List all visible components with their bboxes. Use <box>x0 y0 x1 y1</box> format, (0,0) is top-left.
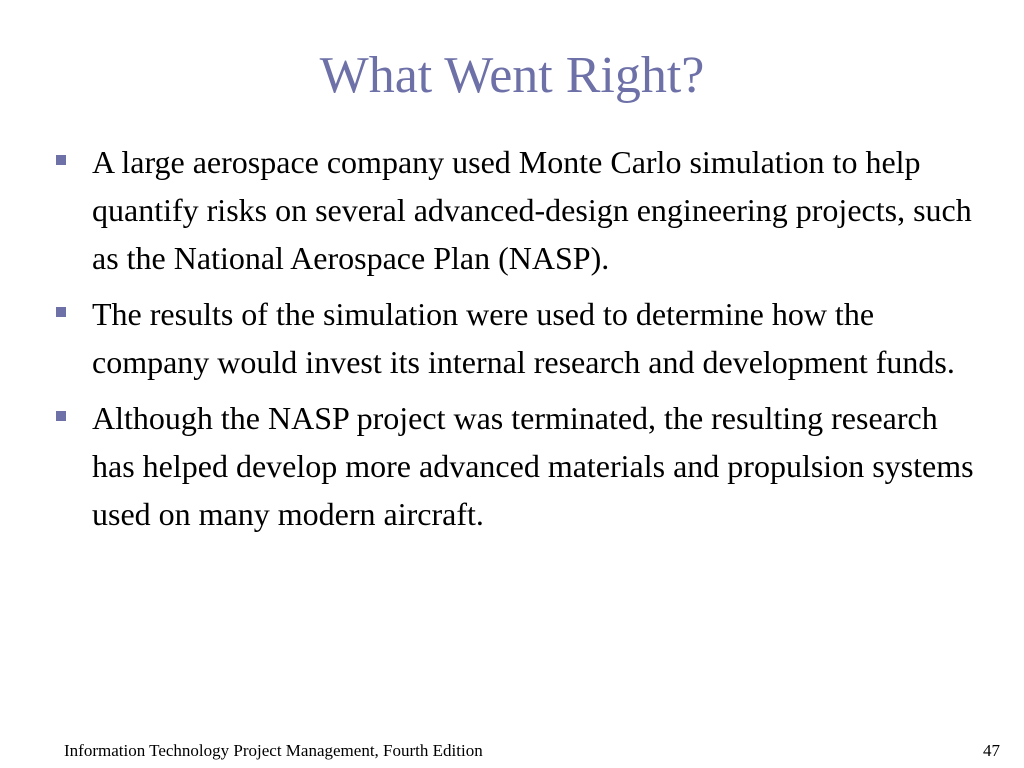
bullet-item <box>56 290 986 386</box>
bullet-text: The results of the simulation were used to determine how the company would invest its internal research and development funds. <box>92 296 955 380</box>
bullet-text: Although the NASP project was terminated, the resulting research has helped develop more advanced materials and propulsion systems used on many modern aircraft. <box>92 400 974 532</box>
footer-text: Information Technology Project Management, Fourth Edition <box>64 741 483 760</box>
bullet-item <box>56 138 986 282</box>
square-bullet-icon <box>56 155 66 165</box>
page-number: 47 <box>983 741 1000 760</box>
slide-title: What Went Right? <box>319 47 705 104</box>
bullet-item <box>56 394 986 538</box>
bullet-list <box>56 138 986 546</box>
bullet-text: A large aerospace company used Monte Carlo simulation to help quantify risks on several advanced-design engineering projects, such as the National Aerospace Plan (NASP). <box>92 144 972 276</box>
square-bullet-icon <box>56 307 66 317</box>
square-bullet-icon <box>56 411 66 421</box>
